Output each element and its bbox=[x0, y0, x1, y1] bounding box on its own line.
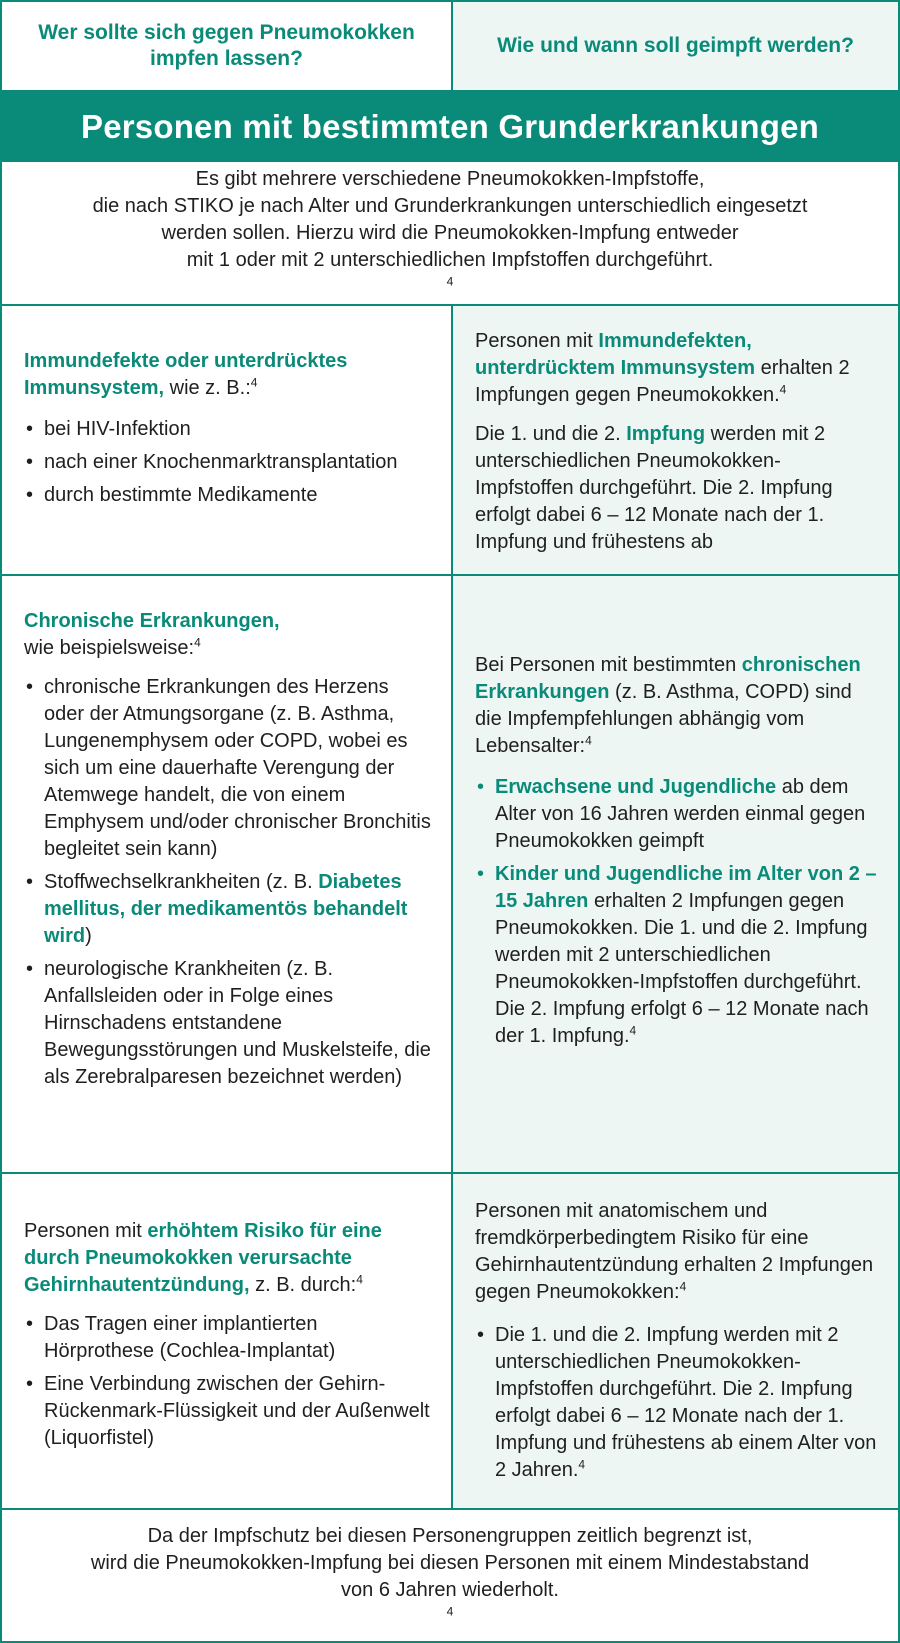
list-item: • Die 1. und die 2. Impfung werden mit 2 unterschiedlichen Pneumokokken-Impfstoffen durchgeführt. Die 2. Impfung erfolgt dabei 6 – 12 Monate nach der 1. Impfung und frühestens ab einem Alter von 2 Jahren.$^4$ bbox=[475, 1322, 878, 1484]
footnote-ref: 4 bbox=[779, 382, 787, 397]
footnote-ref: 4 bbox=[679, 1279, 687, 1294]
footnote-ref: 4 bbox=[446, 273, 454, 288]
list-item: • Eine Verbindung zwischen der Gehirn-Rückenmark-Flüssigkeit und der Außenwelt (Liquorfistel) bbox=[24, 1371, 431, 1452]
highlight-text: Diabetes mellitus, der medikamentös behandelt wird bbox=[44, 871, 408, 947]
intro-line: Es gibt mehrere verschiedene Pneumokokken-Impfstoffe, bbox=[195, 167, 705, 190]
chronische-heading-rest: wie beispielsweise: bbox=[24, 637, 195, 659]
list-item: • bei HIV-Infektion bbox=[24, 416, 431, 443]
list-item: • nach einer Knochenmarktransplantation bbox=[24, 449, 431, 476]
header-left-title bbox=[2, 2, 451, 90]
divider bbox=[451, 576, 453, 1172]
intro-line: werden sollen. Hierzu wird die Pneumokokken-Impfung entweder bbox=[161, 221, 739, 244]
header-right-title bbox=[453, 2, 898, 90]
section-banner bbox=[2, 92, 898, 162]
list-item: • neurologische Krankheiten (z. B. Anfallsleiden oder in Folge eines Hirnschadens entstandene Bewegungsstörungen und Muskelsteife, die als Zerebralparesen bezeichnet werden) bbox=[24, 956, 431, 1091]
footnote-ref: 4 bbox=[578, 1457, 586, 1472]
intro-text bbox=[2, 162, 898, 304]
list-item: • Stoffwechselkrankheiten (z. B. Diabetes mellitus, der medikamentös behandelt wird) bbox=[24, 869, 431, 950]
chronische-recommendation: Bei Personen mit bestimmten chronischen Erkrankungen (z. B. Asthma, COPD) sind die Impfempfehlungen abhängig vom Lebensalter:$^4$ • Erwachsene und Jugendliche ab dem Alter von 16 Jahren werden einmal gegen Pneumokokken geimpft • Kinder und Jugendliche im Alter von 2 – 15 Jahren erhalten 2 Impfungen gegen Pneumokokken. Die 1. und die 2. Impfung werden mit 2 unterschiedlichen Pneumokokken-Impfstoffen durchgeführt. Die 2. Impfung erfolgt 6 – 12 Monate nach der 1. Impfung.$^4$ bbox=[453, 576, 898, 1172]
list-item: • chronische Erkrankungen des Herzens oder der Atmungsorgane (z. B. Asthma, Lungenemphysem oder COPD, wobei es sich um eine dauerhafte Verengung der Atemwege handelt, die von einem Emphysem und/oder chronischer Bronchitis begleitet sein kann) bbox=[24, 674, 431, 863]
footnote-ref: 4 bbox=[356, 1272, 363, 1287]
chronische-heading: Chronische Erkrankungen, bbox=[24, 610, 280, 632]
immundefekte-heading-rest: wie z. B.: bbox=[164, 377, 251, 399]
footnote-ref: 4 bbox=[629, 1023, 637, 1038]
chronische-cell bbox=[2, 576, 451, 1172]
footnote-ref: 4 bbox=[250, 375, 258, 390]
list-item: • Das Tragen einer implantierten Hörprothese (Cochlea-Implantat) bbox=[24, 1311, 431, 1365]
immundefekte-heading: Immundefekte oder unterdrücktes Immunsystem, bbox=[24, 350, 348, 399]
list-item: • Erwachsene und Jugendliche ab dem Alter von 16 Jahren werden einmal gegen Pneumokokken geimpft bbox=[475, 774, 878, 855]
list-item: • durch bestimmte Medikamente bbox=[24, 482, 431, 509]
highlight-text: Impfung bbox=[626, 423, 706, 445]
footnote-ref: 4 bbox=[194, 635, 201, 650]
header-right-title-text: Wie und wann soll geimpft werden? bbox=[497, 34, 854, 57]
footnote-ref: 4 bbox=[585, 733, 592, 748]
immundefekte-cell bbox=[2, 306, 451, 574]
divider bbox=[451, 1174, 453, 1508]
highlight-text: erhöhtem Risiko für eine durch Pneumokokken verursachte Gehirnhautentzündung, bbox=[24, 1220, 382, 1296]
highlight-text: Kinder und Jugendliche im Alter von 2 – 15 Jahren bbox=[495, 863, 877, 912]
footer-line: Da der Impfschutz bei diesen Personengruppen zeitlich begrenzt ist, bbox=[147, 1524, 753, 1547]
footnote-ref: 4 bbox=[446, 1603, 454, 1618]
immundefekte-recommendation: Personen mit Immundefekten, unterdrücktem Immunsystem erhalten 2 Impfungen gegen Pneumokokken.$^4$ Die 1. und die 2. Impfung werden mit 2 unterschiedlichen Pneumokokken-Impfstoffen durchgeführt. Die 2. Impfung erfolgt dabei 6 – 12 Monate nach der 1. Impfung und frühestens ab bbox=[453, 306, 898, 574]
divider bbox=[451, 2, 453, 90]
footer-line: wird die Pneumokokken-Impfung bei diesen Personen mit einem Mindestabstand bbox=[90, 1551, 810, 1574]
banner-title: Personen mit bestimmten Grunderkrankungen bbox=[80, 108, 820, 145]
highlight-text: Erwachsene und Jugendliche bbox=[495, 776, 777, 798]
footer-line: von 6 Jahren wiederholt. bbox=[341, 1578, 559, 1601]
meningitis-cell: Personen mit erhöhtem Risiko für eine durch Pneumokokken verursachte Gehirnhautentzündung, z. B. durch:$^4$ • Das Tragen einer implantierten Hörprothese (Cochlea-Implantat) • Eine Verbindung zwischen der Gehirn-Rückenmark-Flüssigkeit und der Außenwelt (Liquorfistel) bbox=[2, 1174, 451, 1508]
list-item: • Kinder und Jugendliche im Alter von 2 – 15 Jahren erhalten 2 Impfungen gegen Pneumokokken. Die 1. und die 2. Impfung werden mit 2 unterschiedlichen Pneumokokken-Impfstoffen durchgeführt. Die 2. Impfung erfolgt 6 – 12 Monate nach der 1. Impfung.$^4$ bbox=[475, 861, 878, 1050]
intro-line: die nach STIKO je nach Alter und Grunderkrankungen unterschiedlich eingesetzt bbox=[92, 194, 808, 217]
highlight-text: chronischen Erkrankungen bbox=[475, 654, 861, 703]
highlight-text: Immundefekten, unterdrücktem Immunsystem bbox=[475, 330, 756, 379]
header-left-title-text: Wer sollte sich gegen Pneumokokken impfen lassen? bbox=[38, 21, 415, 70]
divider bbox=[451, 306, 453, 574]
meningitis-recommendation: Personen mit anatomischem und fremdkörperbedingtem Risiko für eine Gehirnhautentzündung erhalten 2 Impfungen gegen Pneumokokken:$^4$ • Die 1. und die 2. Impfung werden mit 2 unterschiedlichen Pneumokokken-Impfstoffen durchgeführt. Die 2. Impfung erfolgt dabei 6 – 12 Monate nach der 1. Impfung und frühestens ab einem Alter von 2 Jahren.$^4$ bbox=[453, 1174, 898, 1508]
footer-note bbox=[2, 1510, 898, 1643]
intro-line: mit 1 oder mit 2 unterschiedlichen Impfstoffen durchgeführt. bbox=[186, 248, 714, 271]
